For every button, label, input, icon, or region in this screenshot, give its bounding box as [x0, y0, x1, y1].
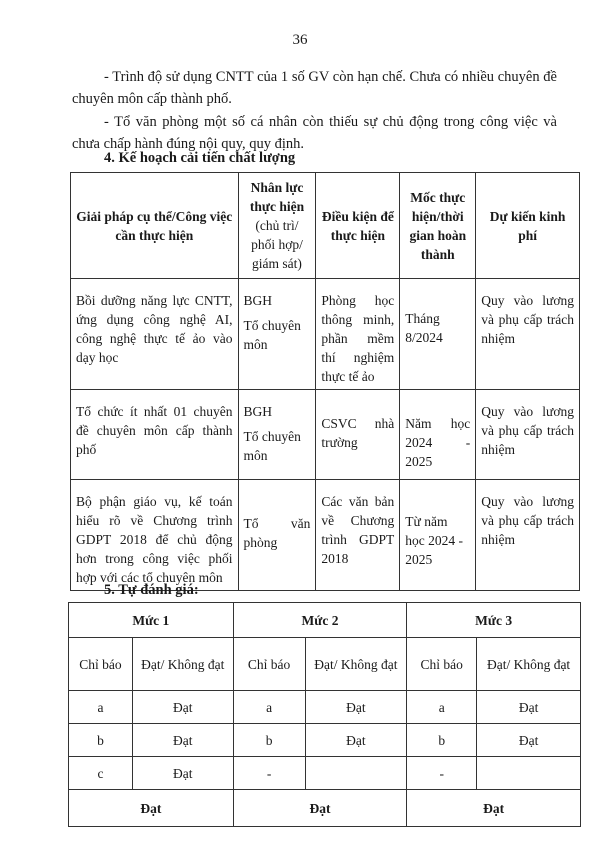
header-budget: Dự kiến kinh phí: [476, 173, 580, 279]
indicator-cell: -: [233, 757, 305, 790]
row-solution: Tổ chức ít nhất 01 chuyên đề chuyên môn cấp thành phố: [71, 390, 239, 480]
indicator-header: Chỉ báo: [69, 638, 133, 691]
row-budget: Quy vào lương và phụ cấp trách nhiệm: [476, 480, 580, 591]
row-deadline: Năm học 2024 - 2025: [400, 390, 476, 480]
indicator-header: Chỉ báo: [233, 638, 305, 691]
eval-row: [69, 757, 581, 790]
plan-row: [71, 480, 580, 591]
level-1-header: Mức 1: [69, 603, 234, 638]
total-row: [69, 790, 581, 827]
result-cell: [305, 757, 407, 790]
level-3-header: Mức 3: [407, 603, 581, 638]
indicator-header: Chỉ báo: [407, 638, 477, 691]
indicator-cell: a: [407, 691, 477, 724]
self-evaluation-table: [68, 602, 581, 827]
result-cell: Đạt: [132, 757, 233, 790]
indicator-cell: a: [69, 691, 133, 724]
result-header: Đạt/ Không đạt: [305, 638, 407, 691]
row-solution: Bồi dưỡng năng lực CNTT, ứng dụng công nghệ AI, công nghệ thực tế ảo vào dạy học: [71, 279, 239, 390]
header-staff: [238, 173, 316, 279]
row-staff: [238, 390, 316, 480]
row-budget: Quy vào lương và phụ cấp trách nhiệm: [476, 279, 580, 390]
staff-line-2: Tổ chuyên môn: [243, 318, 301, 352]
staff-line-2: Tổ chuyên môn: [243, 429, 301, 463]
eval-row: [69, 691, 581, 724]
result-cell: Đạt: [305, 691, 407, 724]
row-staff: [238, 279, 316, 390]
column-header-row: [69, 638, 581, 691]
plan-header-row: [71, 173, 580, 279]
level-1-total: Đạt: [69, 790, 234, 827]
staff-line-1: BGH: [243, 293, 273, 308]
level-2-header: Mức 2: [233, 603, 407, 638]
section-4-heading: 4. Kế hoạch cải tiến chất lượng: [104, 150, 296, 166]
level-3-total: Đạt: [407, 790, 581, 827]
row-conditions: Các văn bản về Chương trình GDPT 2018: [316, 480, 400, 591]
result-cell: [477, 757, 581, 790]
row-conditions: Phòng học thông minh, phần mềm thí nghiệm thực tế ảo: [316, 279, 400, 390]
paragraph-2: - Tổ văn phòng một số cá nhân còn thiếu sự chủ động trong công việc và chưa chấp hành đúng nội quy, quy định.: [72, 114, 557, 152]
result-cell: Đạt: [477, 691, 581, 724]
plan-row: [71, 390, 580, 480]
indicator-cell: b: [407, 724, 477, 757]
plan-row: [71, 279, 580, 390]
improvement-plan-table: [70, 172, 580, 591]
row-solution: Bộ phận giáo vụ, kế toán hiểu rõ về Chương trình GDPT 2018 để chủ động hơn trong công việc phối hợp với các tổ chuyên môn: [71, 480, 239, 591]
indicator-cell: b: [233, 724, 305, 757]
level-2-total: Đạt: [233, 790, 407, 827]
eval-row: [69, 724, 581, 757]
row-budget: Quy vào lương và phụ cấp trách nhiệm: [476, 390, 580, 480]
result-cell: Đạt: [477, 724, 581, 757]
result-cell: Đạt: [132, 691, 233, 724]
row-conditions: CSVC nhà trường: [316, 390, 400, 480]
result-cell: Đạt: [305, 724, 407, 757]
paragraph-1: - Trình độ sử dụng CNTT của 1 số GV còn hạn chế. Chưa có nhiều chuyên đề chuyên môn cấp thành phố.: [72, 69, 557, 107]
row-staff: [238, 480, 316, 591]
page-number: 36: [292, 32, 308, 48]
staff-line-1: Tổ văn phòng: [243, 516, 311, 550]
result-header: Đạt/ Không đạt: [477, 638, 581, 691]
header-staff-title: Nhân lực thực hiện: [249, 180, 305, 214]
indicator-cell: a: [233, 691, 305, 724]
row-deadline: Từ năm học 2024 - 2025: [400, 480, 476, 591]
result-header: Đạt/ Không đạt: [132, 638, 233, 691]
section-5-heading: 5. Tự đánh giá:: [104, 582, 199, 598]
header-solution: Giải pháp cụ thể/Công việc cần thực hiện: [71, 173, 239, 279]
header-staff-note: (chủ trì/ phối hợp/ giám sát): [251, 218, 303, 271]
header-conditions: Điều kiện để thực hiện: [316, 173, 400, 279]
result-cell: Đạt: [132, 724, 233, 757]
row-deadline: Tháng 8/2024: [400, 279, 476, 390]
indicator-cell: -: [407, 757, 477, 790]
indicator-cell: b: [69, 724, 133, 757]
indicator-cell: c: [69, 757, 133, 790]
header-deadline: Mốc thực hiện/thời gian hoàn thành: [400, 173, 476, 279]
staff-line-1: BGH: [243, 404, 273, 419]
level-header-row: [69, 603, 581, 638]
